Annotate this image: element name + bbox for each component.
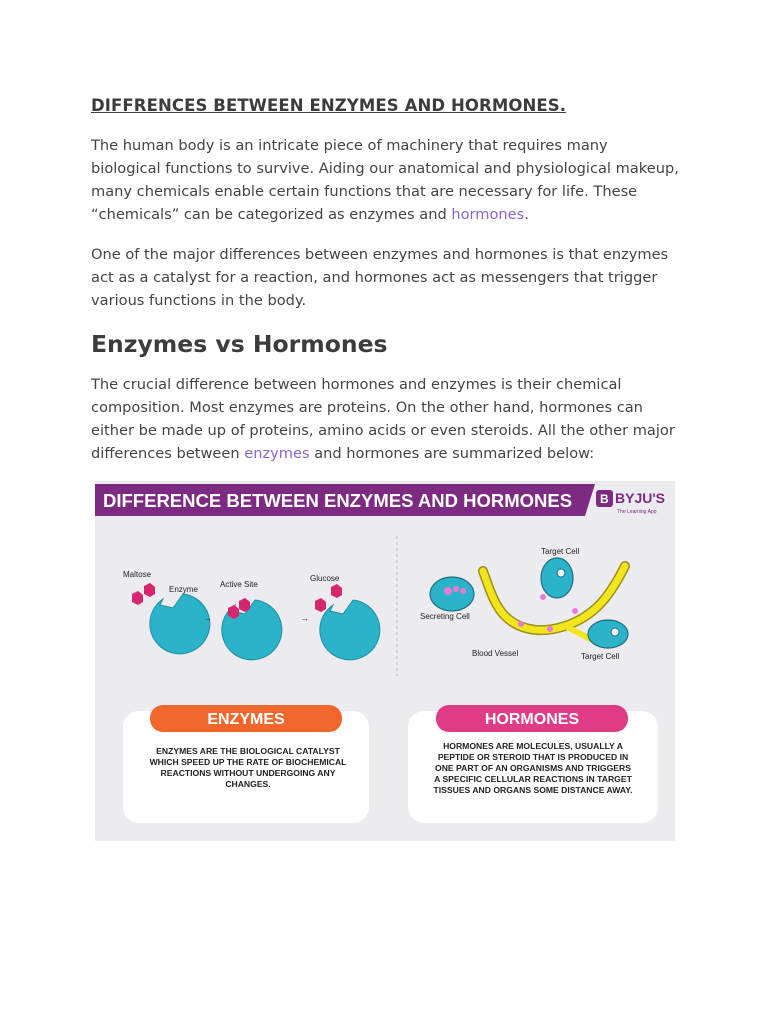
composition-paragraph	[91, 373, 681, 465]
secreting-cell	[430, 577, 474, 611]
target-cell-top	[541, 558, 573, 598]
infographic-title: DIFFERENCE BETWEEN ENZYMES AND HORMONES	[103, 490, 573, 511]
enzymes-pill-label: ENZYMES	[207, 711, 285, 728]
composition-text-end: and hormones are summarized below:	[309, 445, 595, 462]
enzymes-desc-line: WHICH SPEED UP THE RATE OF BIOCHEMICAL	[149, 757, 347, 767]
arrow-icon: →	[300, 613, 309, 623]
hormone-molecule	[572, 608, 578, 614]
hormone-molecule	[460, 588, 466, 594]
enzymes-desc-line: ENZYMES ARE THE BIOLOGICAL CATALYST	[156, 746, 340, 756]
maltose-label: Maltose	[123, 570, 152, 579]
secreting-cell-label: Secreting Cell	[420, 612, 470, 621]
glucose-label: Glucose	[310, 574, 340, 583]
hormone-molecule	[453, 586, 459, 592]
difference-paragraph: One of the major differences between enzymes and hormones is that enzymes act as a catalyst for a reaction, and hormones act as messengers that trigger various functions in the body.	[91, 246, 669, 309]
hormones-description	[434, 741, 633, 795]
intro-text-end: .	[524, 206, 529, 223]
hormones-desc-line: A SPECIFIC CELLULAR REACTIONS IN TARGET	[434, 774, 632, 784]
enzyme-shape-1	[150, 594, 210, 654]
target-cell-bottom-label: Target Cell	[581, 652, 620, 661]
enzymes-link[interactable]: enzymes	[244, 445, 310, 462]
infographic	[95, 481, 675, 841]
blood-vessel-label: Blood Vessel	[472, 649, 519, 658]
composition-text: The crucial difference between hormones and enzymes is their chemical composition. Most enzymes are proteins. On the other hand, hormones can either be made up of proteins, amino acids or even steroids. All the other major differences between	[91, 376, 675, 462]
target-cell-bottom	[588, 620, 628, 648]
hormones-link[interactable]: hormones	[451, 206, 525, 223]
hormones-desc-line: ONE PART OF AN ORGANISMS AND TRIGGERS	[435, 763, 631, 773]
intro-paragraph	[91, 134, 681, 226]
intro-text: The human body is an intricate piece of machinery that requires many biological functions to survive. Aiding our anatomical and physiological makeup, many chemicals enable certain functions that are necessary for life. These “chemicals” can be categorized as enzymes and	[91, 137, 679, 223]
hormone-molecule	[444, 587, 452, 595]
brand-name: BYJU'S	[615, 490, 666, 506]
hormones-desc-line: HORMONES ARE MOLECULES, USUALLY A	[443, 741, 623, 751]
hormone-molecule	[540, 594, 546, 600]
infographic-image	[95, 481, 675, 841]
target-cell-top-label: Target Cell	[541, 547, 580, 556]
active-site-label: Active Site	[220, 580, 258, 589]
cell-nucleus	[557, 569, 565, 577]
enzyme-label: Enzyme	[169, 585, 198, 594]
section-heading: Enzymes vs Hormones	[91, 330, 388, 358]
hormone-molecule	[547, 626, 553, 632]
enzymes-desc-line: REACTIONS WITHOUT UNDERGOING ANY	[160, 768, 336, 778]
enzymes-desc-line: CHANGES.	[225, 779, 271, 789]
page-title: DIFFRENCES BETWEEN ENZYMES AND HORMONES.	[91, 96, 567, 115]
hormone-molecule	[518, 621, 524, 627]
arrow-icon: →	[203, 613, 212, 623]
brand-tagline: The Learning App	[617, 509, 657, 515]
hormones-desc-line: PEPTIDE OR STEROID THAT IS PRODUCED IN	[437, 752, 629, 762]
cell-nucleus	[611, 628, 619, 636]
enzyme-shape-3	[320, 600, 380, 660]
brand-letter: B	[600, 492, 609, 506]
hormones-desc-line: TISSUES AND ORGANS SOME DISTANCE AWAY.	[433, 785, 633, 795]
hormones-pill-label: HORMONES	[484, 711, 580, 728]
